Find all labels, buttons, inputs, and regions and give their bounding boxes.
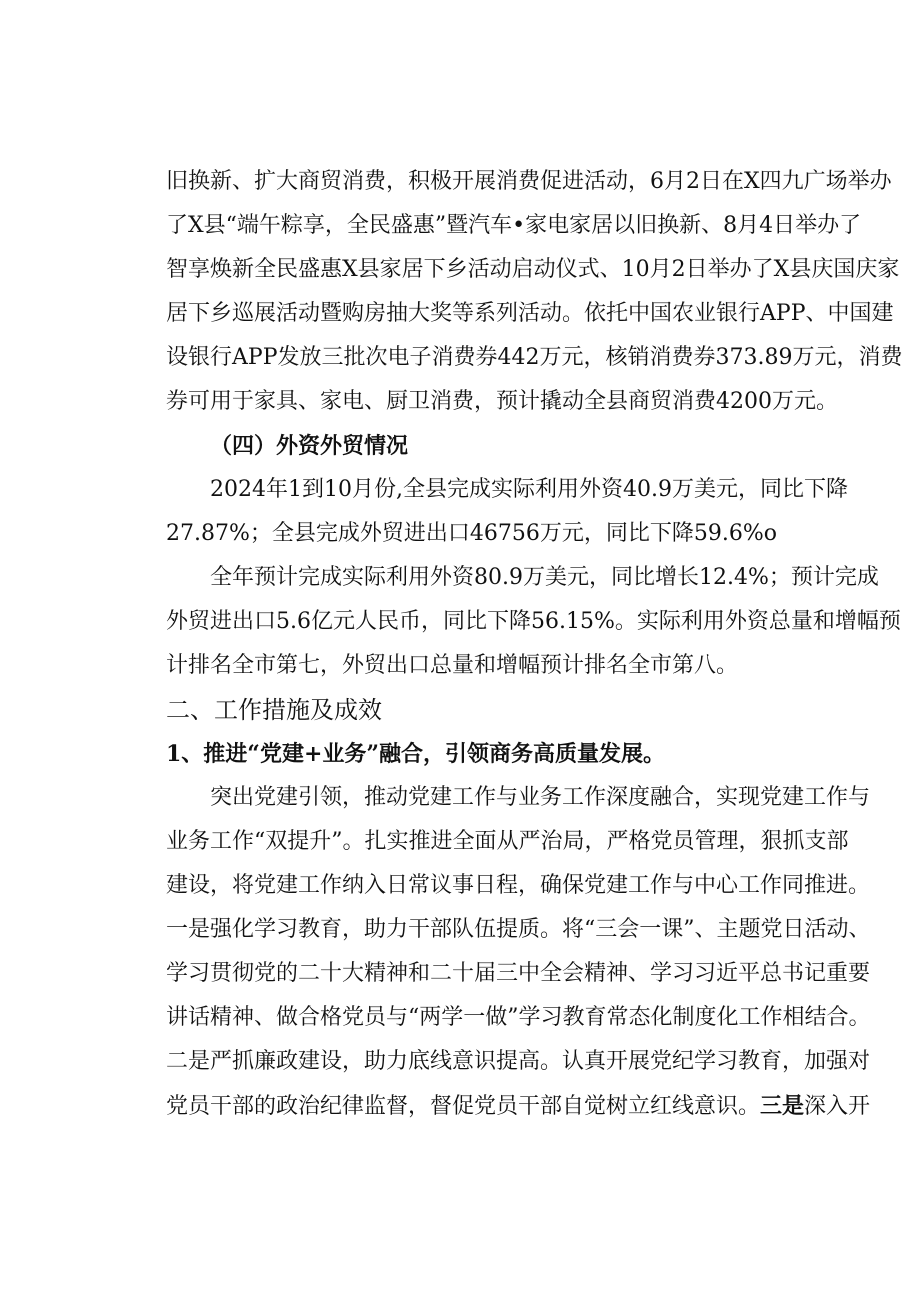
part-2-body-line-5: 学习贯彻党的二十大精神和二十届三中全会精神、学习习近平总书记重要 <box>166 961 871 986</box>
section-4-para-a-line-1: 2024年1到10月份,全县完成实际利用外资40.9万美元，同比下降 <box>210 477 848 502</box>
part-2-body-line-4: 一是强化学习教育，助力干部队伍提质。将“三会一课”、主题党日活动、 <box>166 917 871 942</box>
part-2-body-line-2: 业务工作“双提升”。扎实推进全面从严治局，严格党员管理，狠抓支部 <box>166 829 849 854</box>
part-2-body-line-3: 建设，将党建工作纳入日常议事日程，确保党建工作与中心工作同推进。 <box>166 873 871 898</box>
part-2-body-line-8-text: 党员干部的政治纪律监督，督促党员干部自觉树立红线意识。 <box>166 1094 761 1119</box>
paragraph-1-line-2: 了X县“端午粽享，全民盛惠”暨汽车•家电家居以旧换新、8月4日举办了 <box>166 213 862 238</box>
part-2-body-line-1: 突出党建引领，推动党建工作与业务工作深度融合，实现党建工作与 <box>210 785 871 810</box>
section-4-heading: （四）外资外贸情况 <box>210 433 409 459</box>
section-4-para-b-line-1: 全年预计完成实际利用外资80.9万美元，同比增长12.4%；预计完成 <box>210 565 879 590</box>
part-2-body-line-8-tail: 深入开 <box>804 1094 871 1119</box>
paragraph-1-line-3: 智享焕新全民盛惠X县家居下乡活动启动仪式、10月2日举办了X县庆国庆家 <box>166 257 900 282</box>
part-2-body-line-8 <box>166 1084 871 1128</box>
paragraph-1-line-6: 券可用于家具、家电、厨卫消费，预计撬动全县商贸消费4200万元。 <box>166 389 838 414</box>
part-2-bold-lead: 三是 <box>760 1093 805 1119</box>
section-4-para-a-line-2: 27.87%；全县完成外贸进出口46756万元，同比下降59.6%o <box>166 521 778 546</box>
paragraph-1-line-5: 设银行APP发放三批次电子消费券442万元，核销消费券373.89万元，消费 <box>166 345 903 370</box>
paragraph-1-line-4: 居下乡巡展活动暨购房抽大奖等系列活动。依托中国农业银行APP、中国建 <box>166 301 894 326</box>
part-2-body-line-6: 讲话精神、做合格党员与“两学一做”学习教育常态化制度化工作相结合。 <box>166 1005 871 1030</box>
part-2-heading: 二、工作措施及成效 <box>166 696 382 724</box>
section-4-para-b-line-3: 计排名全市第七，外贸出口总量和增幅预计排名全市第八。 <box>166 653 739 678</box>
part-2-body-line-7: 二是严抓廉政建设，助力底线意识提高。认真开展党纪学习教育，加强对 <box>166 1049 871 1074</box>
section-4-para-b-line-2: 外贸进出口5.6亿元人民币，同比下降56.15%。实际利用外资总量和增幅预 <box>166 609 901 634</box>
paragraph-1-line-1: 旧换新、扩大商贸消费，积极开展消费促进活动，6月2日在X四九广场举办 <box>166 169 892 194</box>
part-2-subheading-1: 1、推进“党建+业务”融合，引领商务高质量发展。 <box>166 741 666 767</box>
